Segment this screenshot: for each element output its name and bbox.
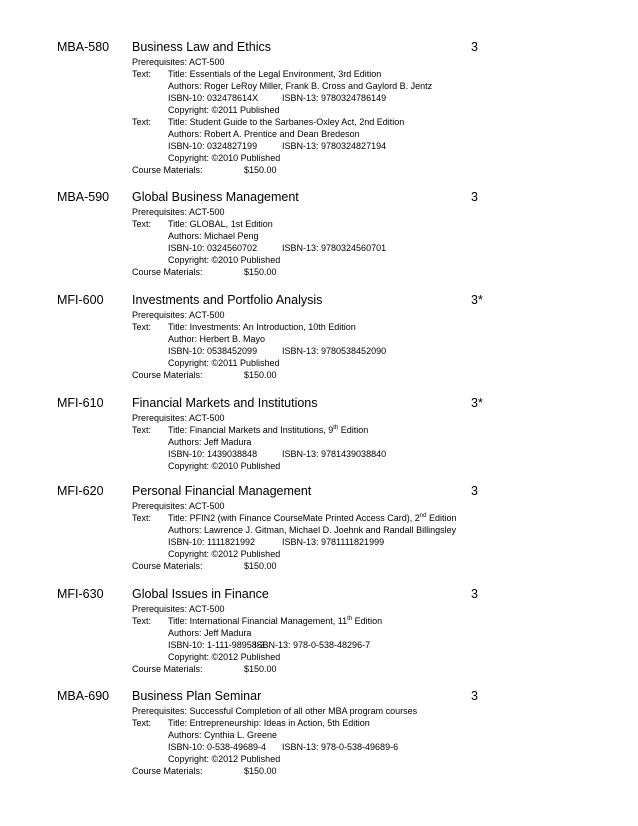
book-isbn13: ISBN-13: 978-0-538-49689-6 <box>282 742 399 752</box>
course-code: MBA-580 <box>57 40 110 54</box>
text-label: Text: <box>132 425 152 435</box>
book-isbn13: ISBN-13: 9780324560701 <box>282 243 387 253</box>
course-credits: 3 <box>471 689 478 703</box>
course-credits: 3 <box>471 587 478 601</box>
book-authors: Author: Herbert B. Mayo <box>168 334 266 344</box>
book-authors: Authors: Roger LeRoy Miller, Frank B. Cross and Gaylord B. Jentz <box>168 81 433 91</box>
book-isbn13: ISBN-13: 9781111821999 <box>282 537 385 547</box>
book-copyright: Copyright: ©2012 Published <box>168 754 281 764</box>
book-title: Title: Entrepreneurship: Ideas in Action, 5th Edition <box>168 718 370 728</box>
course-materials-label: Course Materials: <box>132 561 203 571</box>
prerequisites: Prerequisites: Successful Completion of all other MBA program courses <box>132 706 418 716</box>
book-authors: Authors: Lawrence J. Gitman, Michael D. Joehnk and Randall Billingsley <box>168 525 457 535</box>
book-isbn10: ISBN-10: 0-538-49689-4 <box>168 742 267 752</box>
book-title: Title: International Financial Management, 11th Edition <box>168 616 383 626</box>
book-isbn10: ISBN-10: 1439038848 <box>168 449 258 459</box>
course-title: Personal Financial Management <box>132 484 312 498</box>
text-label: Text: <box>132 616 152 626</box>
book-isbn10: ISBN-10: 0538452099 <box>168 346 258 356</box>
course-credits: 3* <box>471 293 483 307</box>
book-isbn10: ISBN-10: 1-111-98958-3 <box>168 640 265 650</box>
book-isbn10: ISBN-10: 0324560702 <box>168 243 258 253</box>
book-isbn13: ISBN-13: 978-0-538-48296-7 <box>254 640 371 650</box>
text-label: Text: <box>132 718 152 728</box>
book-isbn13: ISBN-13: 9780324827194 <box>282 141 387 151</box>
course-materials-amount: $150.00 <box>244 561 277 571</box>
course-code: MFI-610 <box>57 396 104 410</box>
text-label: Text: <box>132 322 152 332</box>
course-title: Investments and Portfolio Analysis <box>132 293 323 307</box>
prerequisites: Prerequisites: ACT-500 <box>132 57 225 67</box>
book-copyright: Copyright: ©2010 Published <box>168 461 281 471</box>
course-materials-label: Course Materials: <box>132 766 203 776</box>
book-copyright: Copyright: ©2011 Published <box>168 105 280 115</box>
book-copyright: Copyright: ©2010 Published <box>168 153 281 163</box>
book-title: Title: Investments: An Introduction, 10th Edition <box>168 322 356 332</box>
course-title: Global Issues in Finance <box>132 587 269 601</box>
course-materials-amount: $150.00 <box>244 766 277 776</box>
course-code: MFI-600 <box>57 293 104 307</box>
course-title: Business Plan Seminar <box>132 689 262 703</box>
course-title: Business Law and Ethics <box>132 40 271 54</box>
text-label: Text: <box>132 117 152 127</box>
prerequisites: Prerequisites: ACT-500 <box>132 413 225 423</box>
course-title: Global Business Management <box>132 190 299 204</box>
text-label: Text: <box>132 513 152 523</box>
course-materials-amount: $150.00 <box>244 664 277 674</box>
book-isbn10: ISBN-10: 0324827199 <box>168 141 258 151</box>
book-title: Title: PFIN2 (with Finance CourseMate Printed Access Card), 2nd Edition <box>168 513 457 523</box>
course-materials-label: Course Materials: <box>132 165 203 175</box>
book-isbn10: ISBN-10: 032478614X <box>168 93 259 103</box>
course-code: MBA-690 <box>57 689 110 703</box>
book-authors: Authors: Jeff Madura <box>168 437 252 447</box>
book-copyright: Copyright: ©2012 Published <box>168 652 281 662</box>
prerequisites: Prerequisites: ACT-500 <box>132 207 225 217</box>
book-isbn13: ISBN-13: 9781439038840 <box>282 449 387 459</box>
course-code: MFI-630 <box>57 587 104 601</box>
course-materials-amount: $150.00 <box>244 370 277 380</box>
book-title: Title: GLOBAL, 1st Edition <box>168 219 273 229</box>
book-authors: Authors: Cynthia L. Greene <box>168 730 278 740</box>
book-title: Title: Financial Markets and Institutions, 9th Edition <box>168 425 369 435</box>
book-copyright: Copyright: ©2010 Published <box>168 255 281 265</box>
course-credits: 3 <box>471 190 478 204</box>
book-isbn13: ISBN-13: 9780538452090 <box>282 346 387 356</box>
text-label: Text: <box>132 219 152 229</box>
book-isbn10: ISBN-10: 1111821992 <box>168 537 256 547</box>
text-label: Text: <box>132 69 152 79</box>
prerequisites: Prerequisites: ACT-500 <box>132 310 225 320</box>
book-title: Title: Essentials of the Legal Environment, 3rd Edition <box>168 69 382 79</box>
course-credits: 3 <box>471 40 478 54</box>
course-materials-amount: $150.00 <box>244 165 277 175</box>
course-credits: 3 <box>471 484 478 498</box>
course-credits: 3* <box>471 396 483 410</box>
course-code: MFI-620 <box>57 484 104 498</box>
course-materials-amount: $150.00 <box>244 267 277 277</box>
book-authors: Authors: Robert A. Prentice and Dean Bredeson <box>168 129 360 139</box>
book-copyright: Copyright: ©2012 Published <box>168 549 281 559</box>
prerequisites: Prerequisites: ACT-500 <box>132 501 225 511</box>
book-authors: Authors: Michael Peng <box>168 231 259 241</box>
prerequisites: Prerequisites: ACT-500 <box>132 604 225 614</box>
course-materials-label: Course Materials: <box>132 664 203 674</box>
book-copyright: Copyright: ©2011 Published <box>168 358 280 368</box>
book-title: Title: Student Guide to the Sarbanes-Oxley Act, 2nd Edition <box>168 117 405 127</box>
course-materials-label: Course Materials: <box>132 267 203 277</box>
book-authors: Authors: Jeff Madura <box>168 628 252 638</box>
course-materials-label: Course Materials: <box>132 370 203 380</box>
book-isbn13: ISBN-13: 9780324786149 <box>282 93 387 103</box>
course-title: Financial Markets and Institutions <box>132 396 318 410</box>
course-code: MBA-590 <box>57 190 110 204</box>
